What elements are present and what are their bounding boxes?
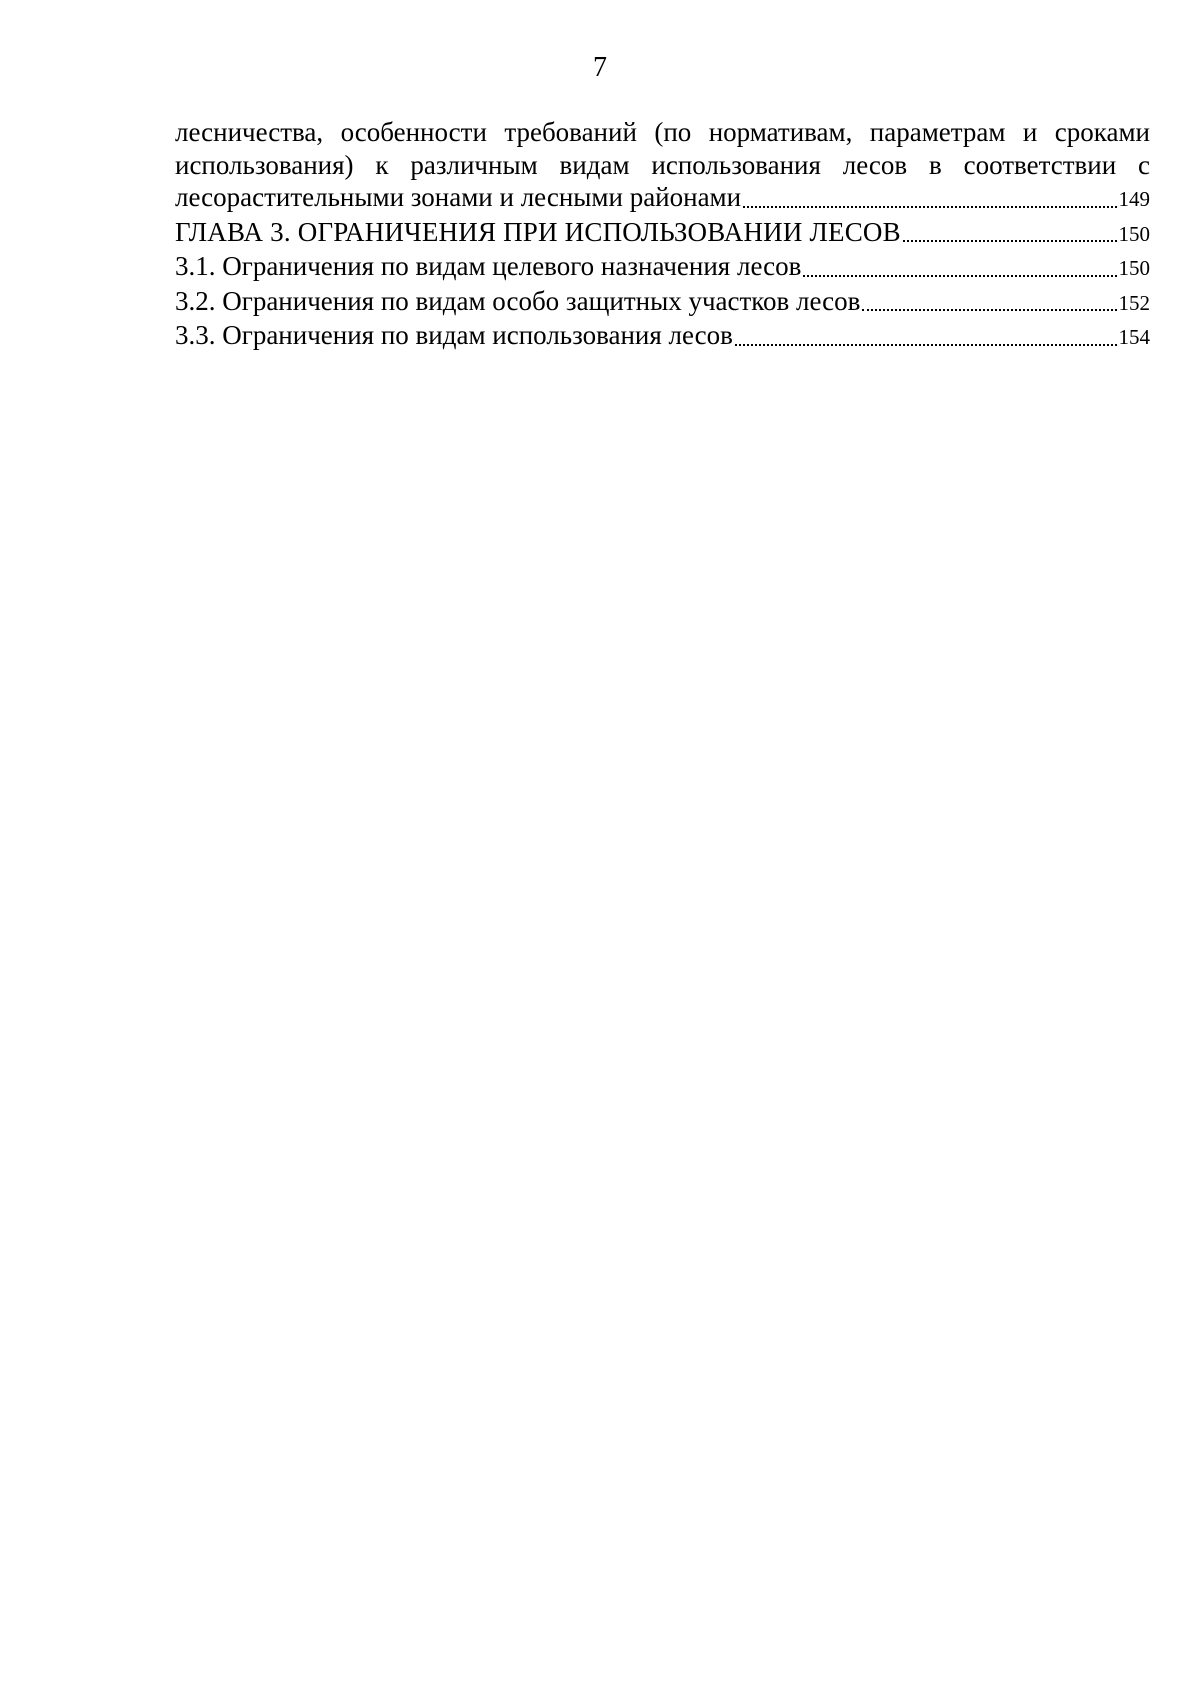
dot-leader [903, 239, 1117, 242]
toc-section-label: 3.2. Ограничения по видам особо защитных участков лесов [175, 285, 861, 316]
toc-entry-line-2: использования) к различным видам использования лесов в соответствии с [175, 149, 1150, 180]
toc-page-number: 150 [1118, 256, 1150, 280]
page-number: 7 [593, 52, 607, 83]
toc-page-number: 150 [1118, 221, 1150, 246]
toc-section-label: 3.3. Ограничения по видам использования лесов [175, 320, 733, 350]
toc-entry-line-3: лесорастительными зонами и лесными районами [175, 182, 742, 212]
toc-page-number: 152 [1118, 290, 1150, 315]
table-of-contents [175, 116, 1150, 354]
dot-leader [862, 308, 1116, 311]
toc-chapter-label: ГЛАВА 3. ОГРАНИЧЕНИЯ ПРИ ИСПОЛЬЗОВАНИИ ЛЕСОВ [175, 216, 901, 247]
toc-page-number: 154 [1118, 325, 1150, 349]
toc-section-3-1 [175, 250, 1150, 285]
toc-entry-line-1: лесничества, особенности требований (по нормативам, параметрам и сроками [175, 117, 1150, 147]
dot-leader [735, 343, 1117, 346]
toc-page-number: 149 [1118, 187, 1150, 211]
toc-section-label: 3.1. Ограничения по видам целевого назначения лесов [175, 251, 802, 281]
toc-entry-continued [175, 116, 1150, 216]
dot-leader [803, 274, 1116, 277]
toc-entry-last-line [175, 181, 1150, 216]
toc-section-3-2 [175, 285, 1150, 320]
toc-chapter-3 [175, 216, 1150, 251]
toc-section-3-3 [175, 319, 1150, 354]
dot-leader [743, 205, 1116, 208]
